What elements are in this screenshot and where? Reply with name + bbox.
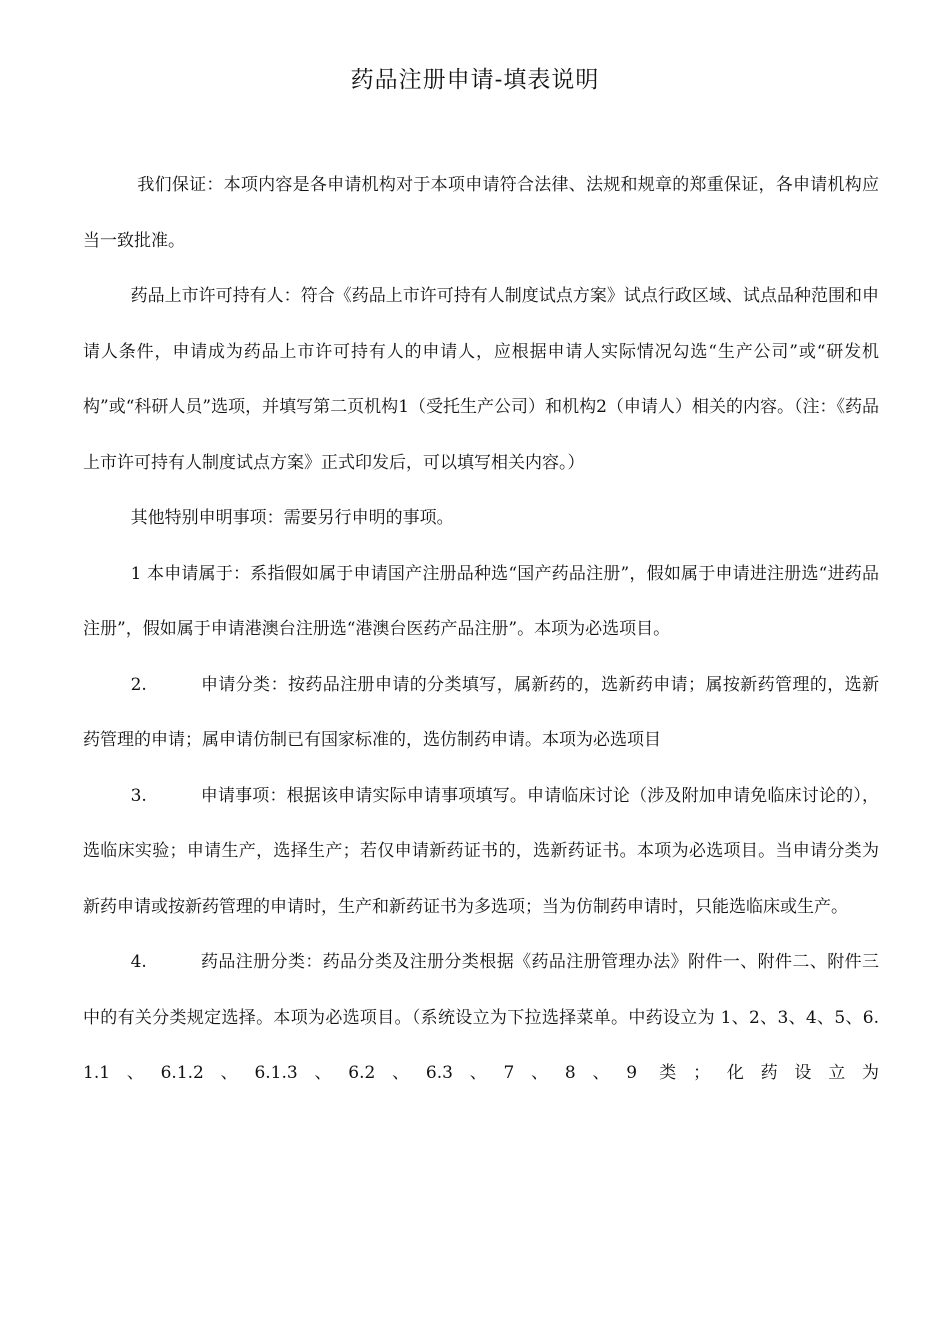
paragraph-text: 1 本申请属于：系指假如属于申请国产注册品种选“国产药品注册”，假如属于申请进注册选“进药品注册”，假如属于申请港澳台注册选“港澳台医药产品注册”。本项为必选项目。 — [83, 563, 879, 639]
paragraph-text: 申请分类：按药品注册申请的分类填写，属新药的，选新药申请；属按新药管理的，选新药管理的申请；属申请仿制已有国家标准的，选仿制药申请。本项为必选项目 — [83, 674, 879, 750]
paragraph-license-holder — [83, 269, 879, 491]
paragraph-text: 其他特别申明事项：需要另行申明的事项。 — [130, 508, 454, 528]
paragraph-text: 申请事项：根据该申请实际申请事项填写。申请临床讨论（涉及附加申请免临床讨论的），选临床实验；申请生产，选择生产；若仅申请新药证书的，选新药证书。本项为必选项目。当申请分类为新药申请或按新药管理的申请时，生产和新药证书为多选项；当为仿制药申请时，只能选临床或生产。 — [83, 785, 879, 917]
paragraph-special-statement — [83, 491, 879, 547]
paragraph-item-4 — [83, 935, 879, 1102]
paragraph-text: 药品注册分类：药品分类及注册分类根据《药品注册管理办法》附件一、附件二、附件三中的有关分类规定选择。本项为必选项目。（系统设立为下拉选择菜单。中药设立为 1、2、3、4、5、6.1.1、6.1.2、6.1.3、6.2、6.3、7、8、9 类；化药设立为 — [83, 952, 879, 1083]
paragraph-item-2 — [83, 658, 879, 769]
item-number: 3. — [130, 785, 147, 806]
paragraph-text: 我们保证：本项内容是各申请机构对于本项申请符合法律、法规和规章的郑重保证，各申请机构应当一致批准。 — [83, 175, 879, 251]
item-number: 4. — [130, 952, 147, 972]
document-body — [83, 158, 879, 1102]
paragraph-item-3 — [83, 769, 879, 936]
item-number: 2. — [130, 674, 147, 695]
document-title: 药品注册申请-填表说明 — [350, 67, 600, 93]
paragraph-item-1 — [83, 547, 879, 658]
paragraph-guarantee — [83, 158, 879, 269]
paragraph-text: 药品上市许可持有人：符合《药品上市许可持有人制度试点方案》试点行政区域、试点品种范围和申请人条件，申请成为药品上市许可持有人的申请人，应根据申请人实际情况勾选“生产公司”或“研发机构”或“科研人员”选项，并填写第二页机构1（受托生产公司）和机构2（申请人）相关的内容。（注：《药品上市许可持有人制度试点方案》正式印发后，可以填写相关内容。） — [83, 286, 879, 473]
